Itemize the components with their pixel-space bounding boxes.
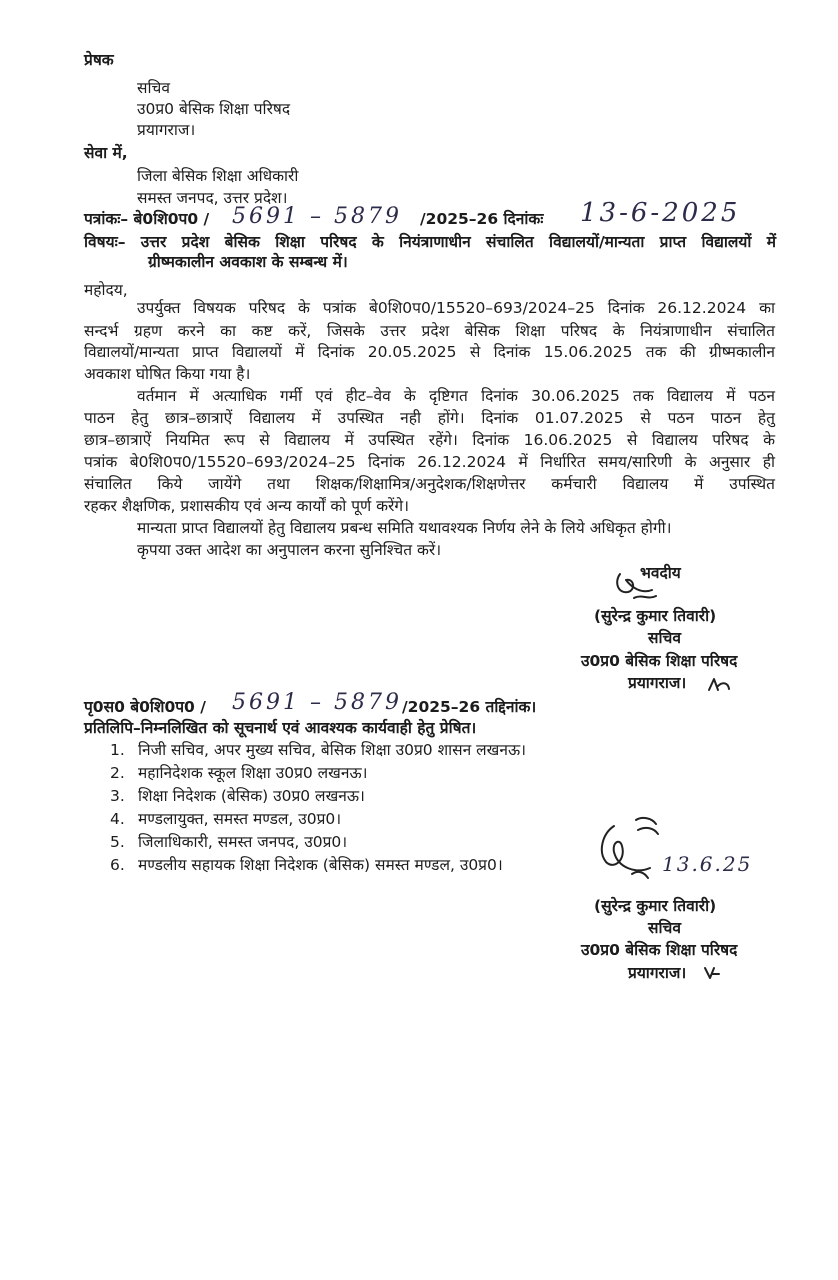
- list-item: [110, 832, 347, 852]
- list-item-number: 3.: [110, 787, 125, 805]
- endorsement-year-label: /2025–26 तद्दिनांक।: [402, 698, 537, 716]
- recipient-heading: सेवा में,: [84, 144, 128, 162]
- endorsement-label: पृ0स0 बे0शि0प0 /: [84, 698, 206, 716]
- sender-heading: प्रेषक: [84, 51, 114, 69]
- subject-line-1: विषयः– उत्तर प्रदेश बेसिक शिक्षा परिषद के नियंत्राणाधीन संचालित विद्यालयों/मान्यता प्राप्त विद्यालयों में: [84, 233, 776, 251]
- list-item: [110, 786, 365, 806]
- copy-to-line: प्रतिलिपि–निम्नलिखित को सूचनार्थ एवं आवश्यक कार्यवाही हेतु प्रेषित।: [84, 719, 477, 737]
- signature2-office: उ0प्र0 बेसिक शिक्षा परिषद: [581, 941, 738, 959]
- para4: कृपया उक्त आदेश का अनुपालन करना सुनिश्चित करें।: [137, 541, 442, 559]
- signature1-city: प्रयागराज।: [628, 674, 687, 692]
- endorsement-handwritten-number: 5691 – 5879: [232, 690, 402, 715]
- initials-mark: [702, 964, 722, 982]
- salutation: महोदय,: [84, 281, 128, 299]
- list-item: [110, 740, 526, 760]
- para1-line: विद्यालयों/मान्यता प्राप्त विद्यालयों में दिनांक 20.05.2025 से दिनांक 15.06.2025 तक की ग्रीष्मकालीन: [84, 343, 775, 361]
- list-item-text: निजी सचिव, अपर मुख्य सचिव, बेसिक शिक्षा उ0प्र0 शासन लखनऊ।: [138, 741, 526, 759]
- sender-city: प्रयागराज।: [137, 121, 196, 139]
- signature2-designation: सचिव: [648, 919, 681, 937]
- reference-handwritten-date: 13-6-2025: [580, 198, 741, 228]
- signature2-handwritten-date: 13.6.25: [662, 852, 753, 876]
- para2-line: छात्र–छात्राऐं नियमित रूप से विद्यालय में उपस्थित रहेंगे। दिनांक 16.06.2025 से विद्यालय परिषद के: [84, 431, 775, 449]
- list-item: [110, 855, 503, 875]
- recipient-designation: जिला बेसिक शिक्षा अधिकारी: [137, 167, 299, 185]
- signature1-name: (सुरेन्द्र कुमार तिवारी): [594, 607, 717, 625]
- para2-line: पाठन हेतु छात्र–छात्राऐं विद्यालय में उपस्थित नही होंगे। दिनांक 01.07.2025 से पठन पाठन हेतु: [84, 409, 775, 427]
- signature-mark: [592, 812, 664, 886]
- para2-line: वर्तमान में अत्याधिक गर्मी एवं हीट–वेव के दृष्टिगत दिनांक 30.06.2025 तक विद्यालय में पठन: [137, 387, 775, 405]
- signature2-name: (सुरेन्द्र कुमार तिवारी): [594, 897, 717, 915]
- list-item-number: 6.: [110, 856, 125, 874]
- para2-line: संचालित किये जायेंगे तथा शिक्षक/शिक्षामित्र/अनुदेशक/शिक्षणेत्तर कर्मचारी विद्यालय में उपस्थित: [84, 475, 775, 493]
- para2-line: पत्रांक बे0शि0प0/15520–693/2024–25 दिनांक 26.12.2024 में निर्धारित समय/सारिणी के अनुसार ही: [84, 453, 775, 471]
- sender-office: उ0प्र0 बेसिक शिक्षा परिषद: [137, 100, 291, 118]
- reference-label: पत्रांकः– बे0शि0प0 /: [84, 210, 210, 228]
- reference-year-label: /2025–26 दिनांकः: [420, 210, 544, 228]
- sender-designation: सचिव: [137, 79, 170, 97]
- list-item-text: जिलाधिकारी, समस्त जनपद, उ0प्र0।: [138, 833, 348, 851]
- signature2-city: प्रयागराज।: [628, 964, 687, 982]
- para2-line: रहकर शैक्षणिक, प्रशासकीय एवं अन्य कार्यों को पूर्ण करेंगे।: [84, 497, 409, 515]
- list-item-text: महानिदेशक स्कूल शिक्षा उ0प्र0 लखनऊ।: [138, 764, 368, 782]
- initials-mark: [706, 676, 732, 694]
- list-item-text: मण्डलायुक्त, समस्त मण्डल, उ0प्र0।: [138, 810, 342, 828]
- subject-line-2: ग्रीष्मकालीन अवकाश के सम्बन्ध में।: [148, 253, 348, 271]
- list-item-number: 2.: [110, 764, 125, 782]
- list-item-number: 5.: [110, 833, 125, 851]
- list-item: [110, 809, 341, 829]
- signature1-office: उ0प्र0 बेसिक शिक्षा परिषद: [581, 652, 738, 670]
- list-item-text: मण्डलीय सहायक शिक्षा निदेशक (बेसिक) समस्त मण्डल, उ0प्र0।: [138, 856, 503, 874]
- signature1-designation: सचिव: [648, 629, 681, 647]
- reference-handwritten-number: 5691 – 5879: [232, 204, 402, 229]
- list-item: [110, 763, 368, 783]
- list-item-number: 4.: [110, 810, 125, 828]
- list-item-text: शिक्षा निदेशक (बेसिक) उ0प्र0 लखनऊ।: [138, 787, 365, 805]
- recipient-region: समस्त जनपद, उत्तर प्रदेश।: [137, 189, 288, 207]
- list-item-number: 1.: [110, 741, 125, 759]
- para3: मान्यता प्राप्त विद्यालयों हेतु विद्यालय प्रबन्ध समिति यथावश्यक निर्णय लेने के लिये अधिकृत होगी।: [137, 519, 672, 537]
- signature1-closing: भवदीय: [640, 564, 681, 582]
- para1-line: सन्दर्भ ग्रहण करने का कष्ट करें, जिसके उत्तर प्रदेश बेसिक शिक्षा परिषद के नियंत्राणाधीन संचालित: [84, 322, 775, 340]
- para1-line: उपर्युक्त विषयक परिषद के पत्रांक बे0शि0प0/15520–693/2024–25 दिनांक 26.12.2024 का: [137, 299, 775, 317]
- para1-line: अवकाश घोषित किया गया है।: [84, 365, 251, 383]
